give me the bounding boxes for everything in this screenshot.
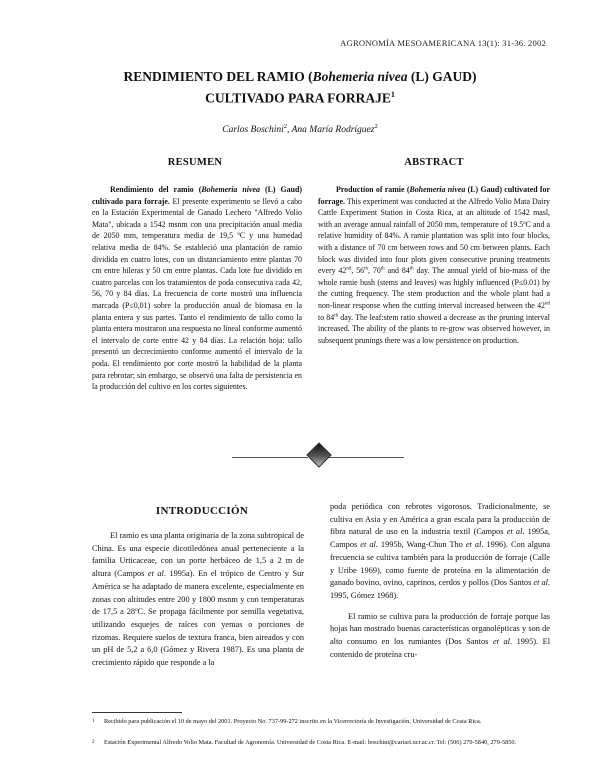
abstract-heading: ABSTRACT xyxy=(404,157,464,168)
introduccion-heading: INTRODUCCIÓN xyxy=(155,505,249,517)
resumen-body: Rendimiento del ramio (Bohemeria nivea (L) Gaud) cultivado para forraje. El presente experimento se llevó a cabo en la Estación Experimental de Ganado Lechero "Alfredo Volio Mata", ubicada a 1542 msnm con una precipitación anual media de 2050 mm, temperatura media de 19,5 ºC y una humedad relativa media de 84%. Se estableció una plantación de ramio dividida en cuatro lotes, con un distanciamiento entre plantas 70 cm entre hileras y 50 cm entre plantas. Cada lote fue dividido en cuatro parcelas con los tratamientos de poda consecutiva cada 42, 56, 70 y 84 días. La frecuencia de corte mostró una influencia marcada (P≤0,01) sobre la producción anual de biomasa en la planta entera y sus partes. Tanto el rendimiento de tallo como la planta entera mostraron una respuesta no lineal conforme aumentó el intervalo de corte entre 42 y 84 días. La relación hoja: tallo presentó un decrecimiento conforme aumentó el intervalo de la poda. El rendimiento por corte mostró la habilidad de la planta para rebrotar; sin embargo, se observó una falta de persistencia en la producción del cultivo en los cortes siguientes. xyxy=(92,185,303,392)
introduccion-column-right: poda periódica con rebrotes vigorosos. Tradicionalmente, se cultiva en Asia y en América a gran escala para la producción de fibra natural de uso en la industria textil (Campos et al. 1995a, Campos et al. 1995b, Wang-Chun Tho et al. 1996). Con alguna frecuencia se cultiva también para la producción de forraje (Calle y Uribe 1969), como fuente de proteína en la alimentación de ganado bovino, ovino, caprinos, cerdos y pollos (Dos Santos et al. 1995, Gómez 1968). El ramio se cultiva para la producción de forraje porque las hojas han mostrado buenas características organolépticas y son de alto consumo en los rumiantes (Dos Santos et al. 1995). El contenido de proteína cru- xyxy=(330,502,551,659)
title-footnote-mark: 1 xyxy=(390,90,395,99)
resumen-heading: RESUMEN xyxy=(167,157,223,168)
authors: Carlos Boschini$^2$, Ana María Rodríguez$^2$ xyxy=(222,123,378,136)
journal-header: AGRONOMÍA MESOAMERICANA 13(1): 31-36. 2002 xyxy=(340,38,546,48)
footnote-2: 2 Estación Experimental Alfredo Volio Mata. Facultad de Agronomía. Universidad de Costa Rica. E-mail: boschini@cariari.ucr.ac.cr. Tel: (506) 279-5840, 279-5850. xyxy=(92,739,517,746)
article-title xyxy=(0,68,600,108)
diamond-ornament-icon xyxy=(305,441,331,467)
abstract-body: Production of ramie (Bohemeria nivea (L) Gaud) cultivated for forrage. This experiment was conducted at the Alfredo Volio Mata Dairy Cattle Experiment Station in Costa Rica, at an altitude of 1542 masl, with an average annual rainfall of 2050 mm, temperature of 19.5ºC and a relative humidity of 84%. A ramie plantation was split into four blocks, with a distance of 70 cm between rows and 50 cm between plants. Each block was divided into four plots given consecutive pruning treatments every 42nd, 56th, 70th and 84th day. The annual yield of bio-mass of the whole ramie bush (stems and leaves) was highly influenced (P≤0.01) by the cutting frequency. The stem production and the whole plant had a non-linear response when the cutting interval increased between the 42nd to 84th day. The leaf:stem ratio showed a decrease as the pruning interval increased. The ability of the plants to re-grow was observed however, in subsequent prunings there was a low persistence on production. xyxy=(318,185,550,345)
introduccion-column-left: El ramio es una planta originaria de la zona subtropical de China. Es una especie dicotiledónea anual perteneciente a la familia Urticaceae, con un porte herbáceo de 1,5 a 2 m de altura (Campos et al. 1995a). En el trópico de Centro y Sur América se ha adaptado de manera excelente, especialmente en zonas con altitudes entre 200 y 1800 msnm y con temperaturas de 17,5 a 28ºC. Se propaga fácilmente por semilla vegetativa, utilizando esquejes de raíces con yemas o porciones de rizomas. Requiere suelos de textura franca, bien aireados y con un pH de 5,2 a 6,0 (Gómez y Rivera 1987). Es una planta de crecimiento rápido que responde a la xyxy=(92,531,305,668)
title-line-2: CULTIVADO PARA FORRAJE$^1$ xyxy=(205,90,395,106)
section-divider-left xyxy=(232,457,308,458)
title-line-1: RENDIMIENTO DEL RAMIO (Bohemeria nivea (L) GAUD) xyxy=(123,69,477,84)
section-divider-right xyxy=(328,457,404,458)
footnote-rule xyxy=(92,712,182,713)
footnote-1: 1 Recibido para publicación el 10 de mayo del 2001. Proyecto No. 737-99-272 inscrito en la Vicerrectoría de Investigación, Universidad de Costa Rica. xyxy=(92,718,482,725)
